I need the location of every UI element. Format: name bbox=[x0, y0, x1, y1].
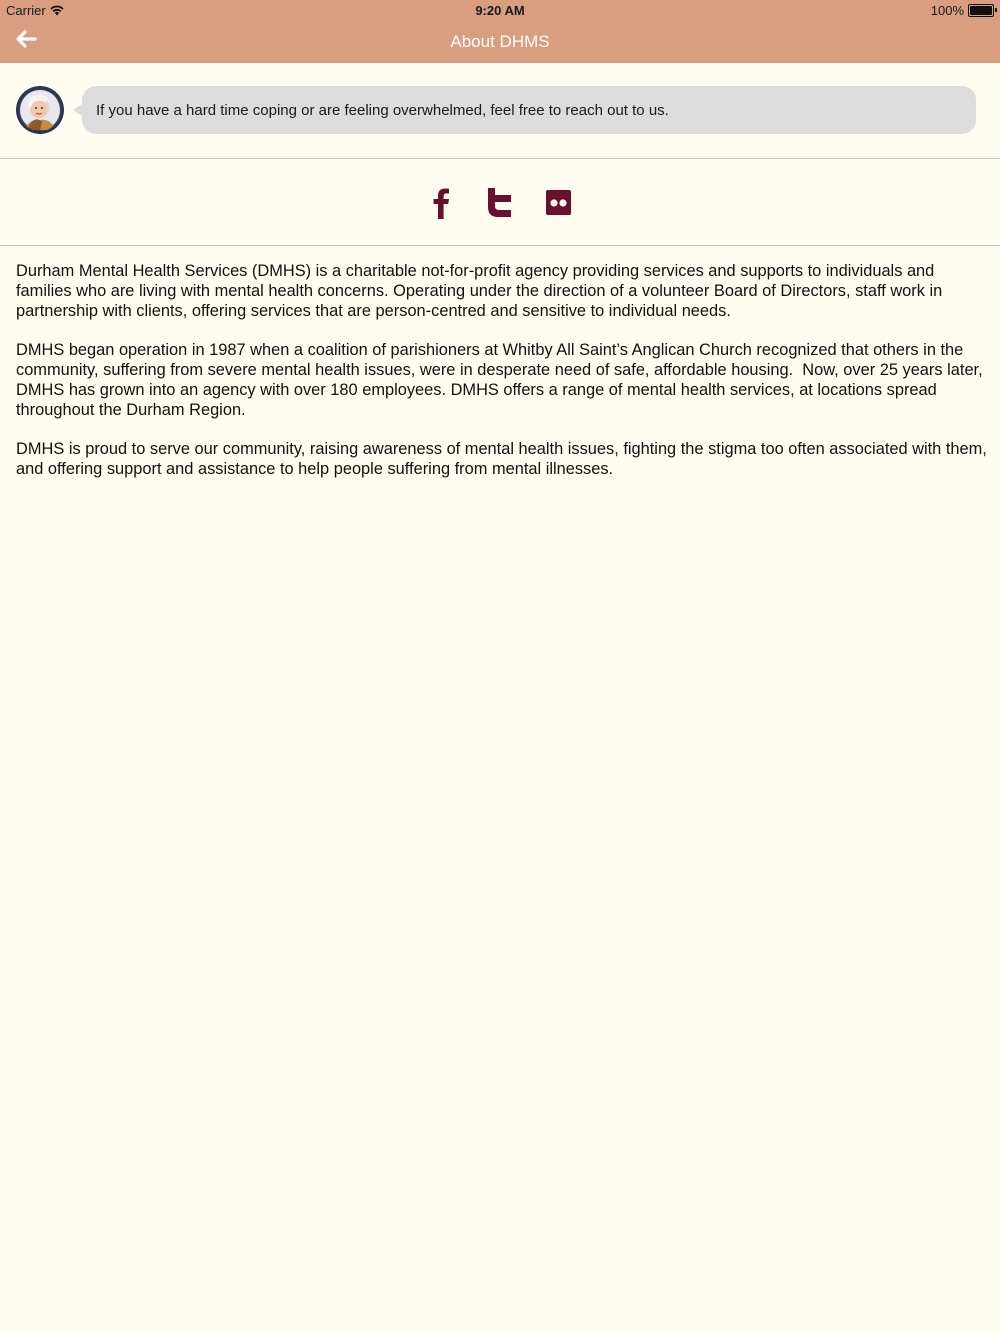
carrier-label: Carrier bbox=[6, 3, 46, 18]
facebook-icon bbox=[424, 186, 458, 220]
page-title: About DHMS bbox=[450, 32, 550, 51]
about-paragraph: Durham Mental Health Services (DMHS) is a charitable not-for-profit agency providing services and supports to individuals and families who are living with mental health concerns. Operating under the direction of a volunteer Board of Directors, staff work in partnership with clients, offering services that are person-centred and sensitive to individual needs. bbox=[16, 262, 943, 320]
battery-percent: 100% bbox=[930, 3, 964, 18]
navigation-bar bbox=[0, 0, 1000, 63]
about-paragraph: DMHS began operation in 1987 when a coalition of parishioners at Whitby All Saint’s Anglican Church recognized that others in the community, suffering from severe mental health issues, were in desperate need of safe, affordable housing. Now, over 25 years later, DMHS has grown into an agency with over 180 employees. DMHS offers a range of mental health services, at locations spread throughout the Durham Region. bbox=[16, 341, 983, 419]
flickr-icon bbox=[541, 186, 575, 220]
battery-tip bbox=[995, 8, 997, 12]
battery-icon bbox=[968, 4, 994, 17]
facebook-link[interactable] bbox=[424, 186, 458, 220]
social-links bbox=[0, 159, 1000, 246]
status-time: 9:20 AM bbox=[475, 3, 525, 18]
twitter-icon bbox=[483, 186, 517, 220]
message-bubble bbox=[82, 86, 976, 134]
about-paragraph: DMHS is proud to serve our community, raising awareness of mental health issues, fighting the stigma too often associated with them, and offering support and assistance to help people suffering from mental illnesses. bbox=[16, 440, 987, 478]
twitter-link[interactable] bbox=[483, 186, 517, 220]
avatar-illustration bbox=[16, 86, 64, 134]
status-battery bbox=[931, 3, 994, 18]
message-row bbox=[0, 63, 1000, 159]
flickr-link[interactable] bbox=[541, 186, 575, 220]
counselor-avatar bbox=[16, 86, 64, 134]
about-content bbox=[16, 262, 988, 500]
message-text: If you have a hard time coping or are feeling overwhelmed, feel free to reach out to us. bbox=[96, 101, 669, 119]
battery-fill bbox=[970, 6, 992, 15]
